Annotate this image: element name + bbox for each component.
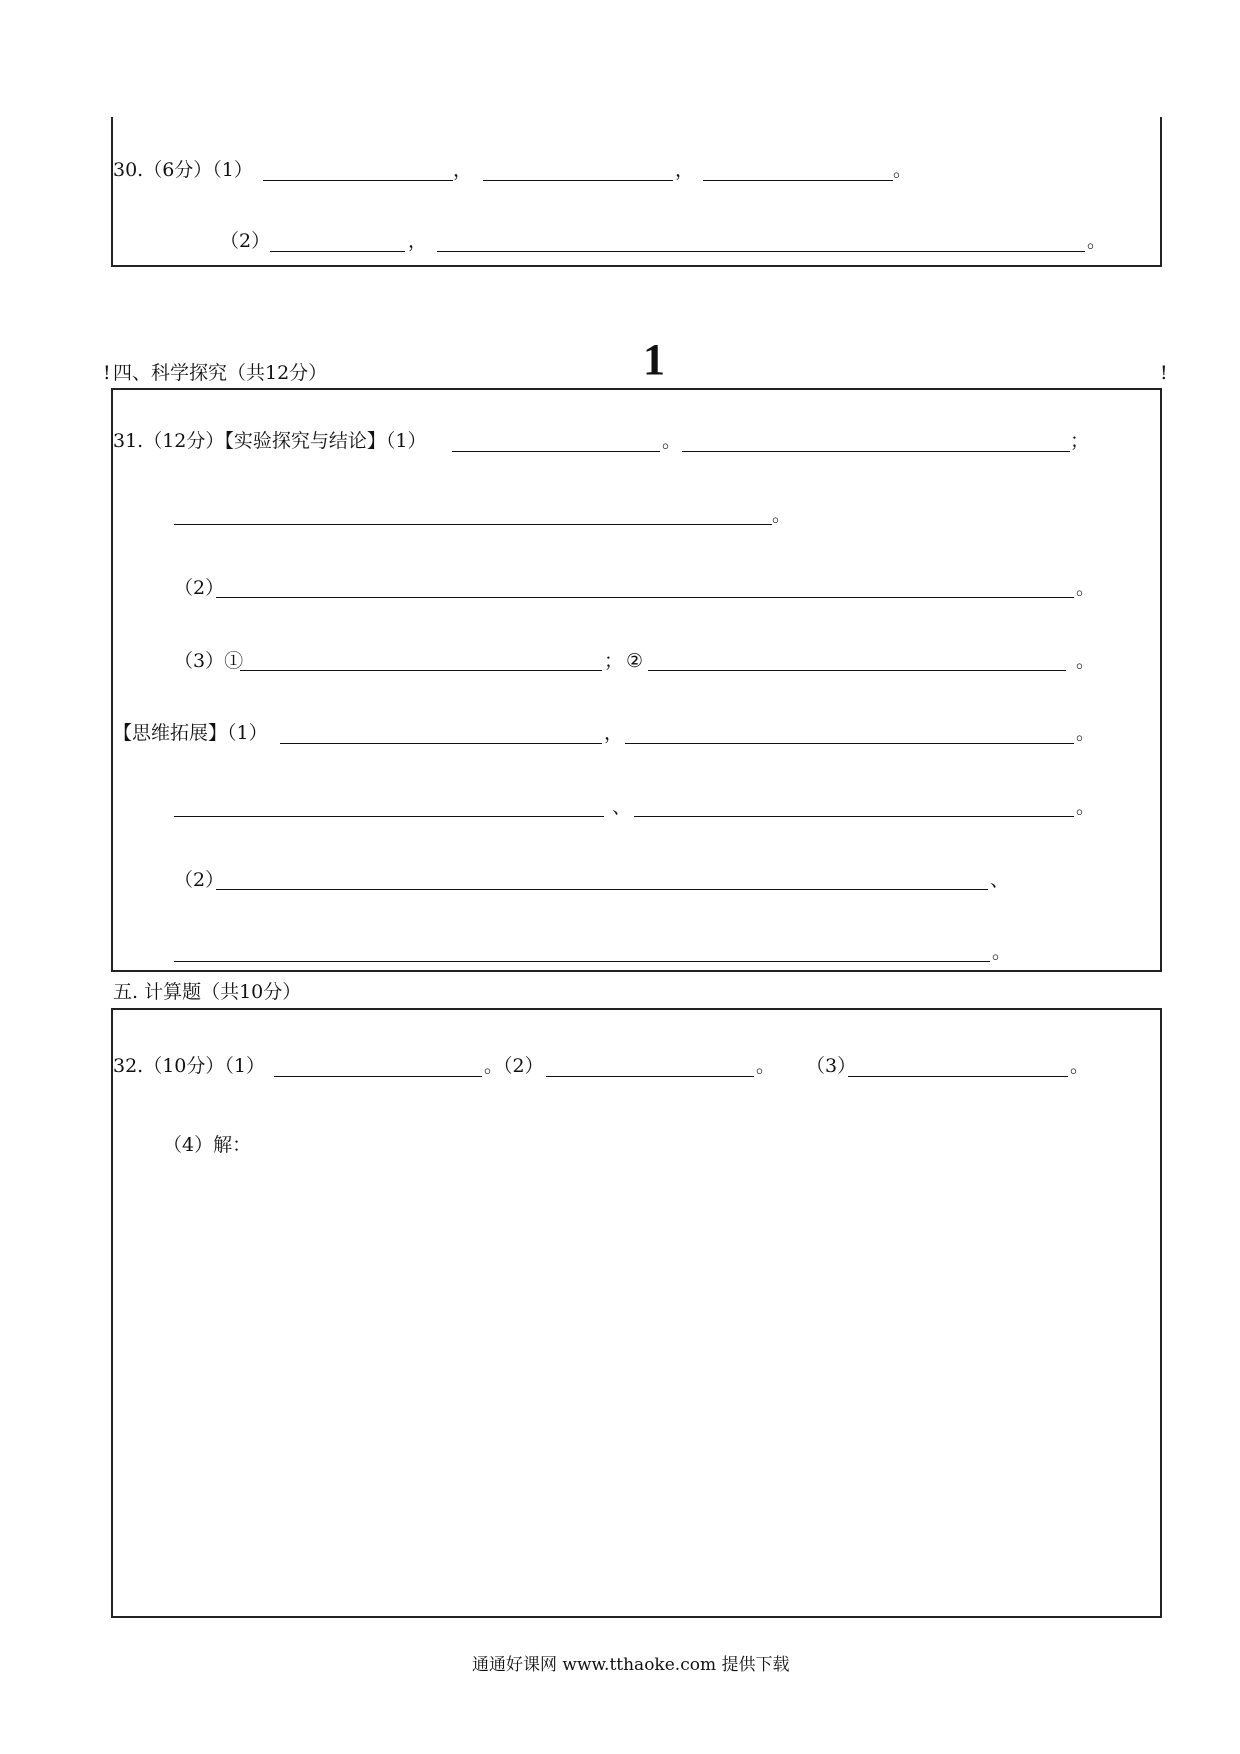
section4-marker-left: ! [103, 362, 111, 384]
q31-3-circle2: ② [626, 650, 644, 672]
q31-thinking-label: 【思维拓展】（1） [113, 722, 268, 744]
q31-3-semicolon: ； [604, 650, 624, 672]
q31-t2-end: 。 [992, 941, 1012, 963]
q31-2-end: 。 [1076, 577, 1096, 599]
q30-1-blank-b[interactable] [483, 180, 673, 181]
q32-3-blank[interactable] [848, 1076, 1068, 1077]
q31-1-blank-c[interactable] [174, 524, 772, 525]
q31-t2-blank-b[interactable] [174, 961, 990, 962]
q30-line2-sep: ， [408, 230, 428, 252]
section4-marker-right: ! [1160, 362, 1168, 384]
q31-1-blank-a[interactable] [452, 451, 660, 452]
q30-1-blank-a[interactable] [263, 180, 453, 181]
section4-title: 四、科学探究（共12分） [113, 362, 328, 384]
q31-t1-blank-a[interactable] [280, 743, 602, 744]
q31-t1-end2: 。 [1076, 796, 1096, 818]
q30-sep-1: ， [453, 159, 473, 181]
q31-t1-end: 。 [1076, 722, 1096, 744]
q31-1-period: 。 [662, 430, 682, 452]
q30-2-blank-b[interactable] [437, 251, 1085, 252]
section5-title: 五. 计算题（共10分） [113, 981, 302, 1003]
q30-line2-end: 。 [1087, 230, 1107, 252]
q31-1-semicolon: ； [1070, 430, 1090, 452]
q32-1-blank[interactable] [274, 1076, 482, 1077]
q32-2-blank[interactable] [546, 1076, 754, 1077]
q31-t2-dunhao: 、 [990, 869, 1010, 891]
q31-sub2b-label: （2） [174, 869, 225, 891]
footer-text: 通通好课网 www.tthaoke.com 提供下载 [472, 1655, 790, 1675]
q31-t1-dunhao: 、 [612, 796, 632, 818]
q31-t1-blank-b[interactable] [625, 743, 1074, 744]
q31-2-blank[interactable] [216, 597, 1074, 598]
q30-line2-label: （2） [220, 230, 271, 252]
q31-3-end: 。 [1076, 650, 1096, 672]
q31-t1-blank-d[interactable] [634, 816, 1074, 817]
q31-1-end: 。 [772, 504, 792, 526]
q30-line1-label: 30.（6分）（1） [113, 159, 253, 181]
q31-3-blank-a[interactable] [240, 670, 602, 671]
q32-part4-label: （4）解： [163, 1134, 252, 1156]
q32-2-end: 。 [756, 1055, 776, 1077]
q31-1-blank-b[interactable] [682, 451, 1070, 452]
q32-3-end: 。 [1070, 1055, 1090, 1077]
q30-1-blank-c[interactable] [703, 180, 893, 181]
q31-t1-comma: ， [604, 722, 624, 744]
q30-2-blank-a[interactable] [270, 251, 405, 252]
q32-part3-label: （3） [806, 1055, 857, 1077]
q31-sub2-label: （2） [174, 577, 225, 599]
q31-t2-blank-a[interactable] [216, 889, 988, 890]
q31-t1-blank-c[interactable] [174, 816, 604, 817]
q31-sub3-label: （3）① [174, 650, 244, 672]
q32-label: 32.（10分）（1） [113, 1055, 265, 1077]
page-number: 1 [643, 335, 665, 384]
q30-sep-2: ， [675, 159, 695, 181]
q30-line1-end: 。 [893, 159, 913, 181]
q32-4-work-area[interactable] [113, 1170, 1160, 1610]
q32-part2-label: 。（2） [484, 1055, 544, 1077]
q31-3-blank-b[interactable] [648, 670, 1066, 671]
q31-label: 31.（12分）【实验探究与结论】（1） [113, 430, 427, 452]
